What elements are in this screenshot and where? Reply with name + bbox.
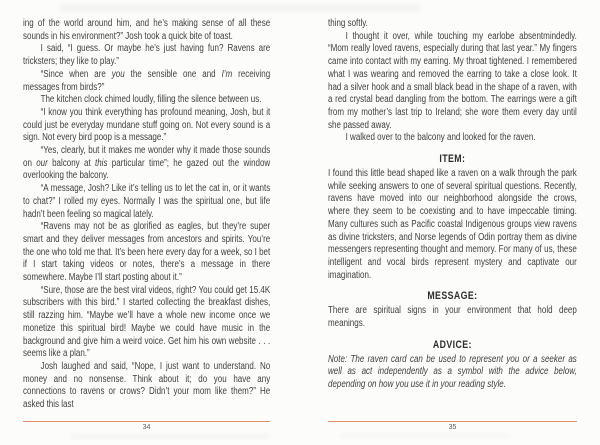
section-heading: ADVICE: xyxy=(432,338,472,351)
page-number: 34 xyxy=(142,424,151,431)
paragraph: “Ravens may not be as glorified as eagles, but they’re super smart and they deliver messages from ancestors and spirits. You’re the one who told me that. It’s been here every day for a week, so I bet if I start taking videos or notes, there’s a message in there somewhere. Maybe I’ll start posting about it.” xyxy=(23,221,271,284)
paragraph: The kitchen clock chimed loudly, filling the silence between us. xyxy=(40,94,262,106)
footer-rule xyxy=(328,421,577,422)
section-heading: MESSAGE: xyxy=(427,290,478,303)
paragraph: I said, “I guess. Or maybe he’s just having fun? Ravens are tricksters; they like to play.” xyxy=(23,43,271,68)
page-number: 35 xyxy=(448,424,457,431)
paragraph: thing softly. xyxy=(328,18,368,29)
paragraph: There are spiritual signs in your environment that hold deep meanings. xyxy=(328,305,577,330)
paragraph: “A message, Josh? Like it’s telling us to let the cat in, or it wants to chat?” I rolled my eyes. Normally I was the spiritual one, but life hadn’t been feeling so magical lately. xyxy=(23,183,271,220)
right-page-footer xyxy=(328,421,577,432)
scan-artifact xyxy=(340,433,510,438)
paragraph: “Yes, clearly, but it makes me wonder why it made those sounds on our balcony at this particular time”; he gazed out the window overlooking the balcony. xyxy=(23,145,271,182)
scan-artifact xyxy=(70,434,270,439)
paragraph: I walked over to the balcony and looked for the raven. xyxy=(345,132,536,144)
section-heading: ITEM: xyxy=(439,153,466,166)
right-page-text-column xyxy=(328,18,577,392)
paragraph: I thought it over, while touching my earlobe absentmindedly. “Mom really loved ravens, especially during that last year.” My fingers came into contact with my earring. My throat tightened. I remembered what I was wearing and removed the earring to take a close look. It had a silver hook and a small black bead in the shape of a raven, with a red crystal bead dangling from the bottom. The earrings were a gift from my mother’s last trip to Ireland; she wore them every day until she passed away. xyxy=(328,30,577,131)
paragraph: I found this little bead shaped like a raven on a walk through the park while seeking answers to one of several spiritual questions. Recently, ravens have moved into our neighborhood alongside the crows, where they seem to be coexisting and to have impeccable timing. Many cultures such as Pacific coastal Indigenous groups view ravens as divine tricksters, and Norse legends of Odin portray them as divine messengers representing thought and memory. For many of us, these intelligent and vocal birds represent mystery and captivate our imagination. xyxy=(328,168,577,281)
paragraph: “I know you think everything has profound meaning, Josh, but it could just be everyday mundane stuff going on. Not every sound is a sign. Not every bird poop is a message.” xyxy=(23,106,271,144)
left-page-footer xyxy=(23,421,270,432)
paragraph: “Since when are you the sensible one and I’m receiving messages from birds?” xyxy=(23,68,271,93)
paragraph: ing of the world around him, and he’s making sense of all these sounds in his environment?” Josh took a quick bite of toast. xyxy=(23,18,271,42)
paragraph: “Sure, those are the best viral videos, right? You could get 15.4K subscribers with this bird.” I started collecting the breakfast dishes, still razzing him. “Maybe we’ll have a whole new income once we monetize this spiritual bird! Maybe we could have music in the background and give him a weird voice. Get him his own website . . . seems like a plan.” xyxy=(23,284,271,360)
paragraph: Note: The raven card can be used to represent you or a seeker as well as act independently as a symbol with the advice below, depending on how you use it in your reading style. xyxy=(328,353,577,391)
left-page-text-column xyxy=(23,18,270,412)
paragraph: Josh laughed and said, “Nope, I just want to understand. No money and no nonsense. Think about it; do you have any connections to ravens or crows? Didn’t your mom like them?” He asked this last xyxy=(23,360,271,411)
footer-rule xyxy=(23,421,270,422)
scan-artifact xyxy=(60,5,420,11)
